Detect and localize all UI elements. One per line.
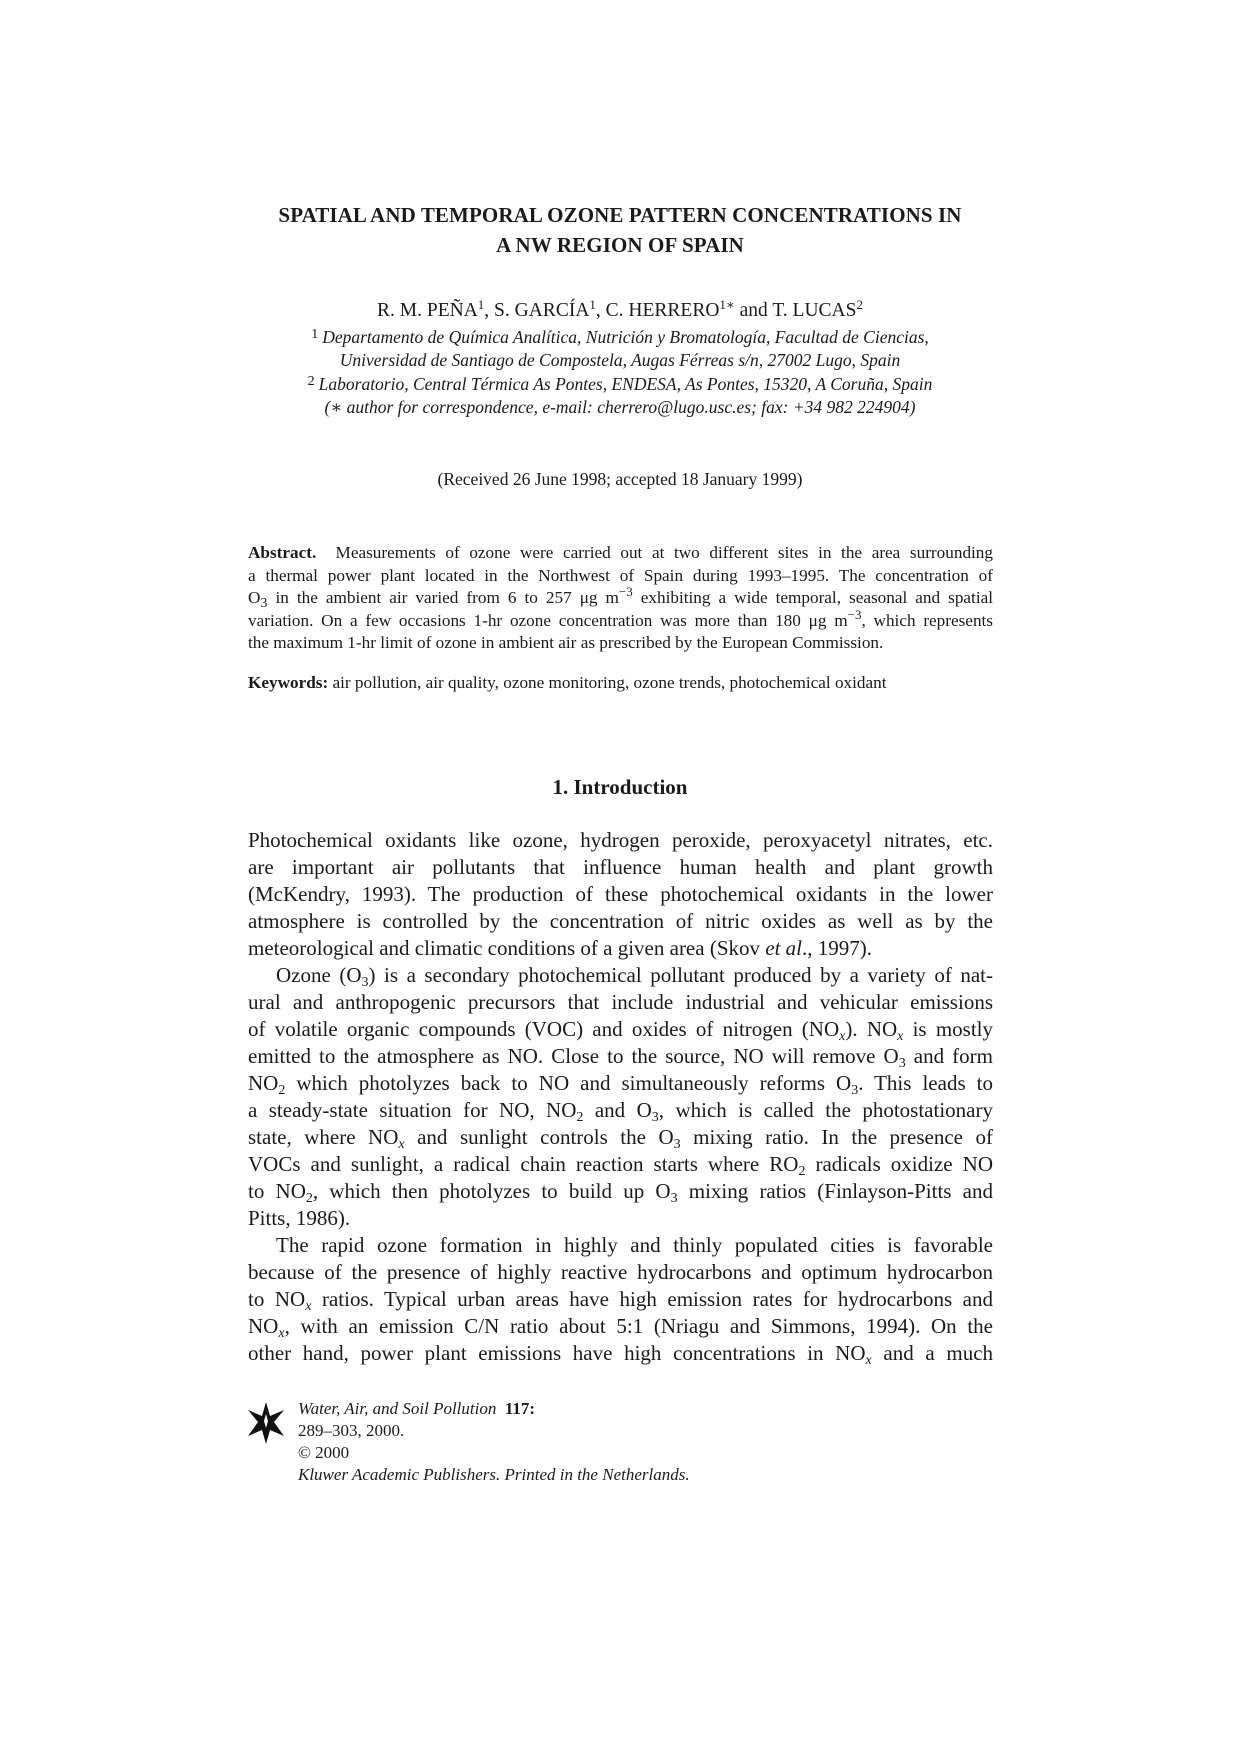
subscript: x bbox=[398, 1137, 405, 1152]
author-affiliation-mark: 1 bbox=[589, 297, 596, 312]
author-affiliation-mark: 2 bbox=[856, 297, 863, 312]
abstract-text: , which represents bbox=[861, 610, 993, 630]
abstract-text: in the ambient air varied from 6 to 257 μg m bbox=[267, 588, 619, 607]
subscript: 3 bbox=[260, 596, 268, 611]
subscript: x bbox=[897, 1029, 904, 1044]
body-text-run: mixing ratios (Finlayson-Pitts and bbox=[677, 1179, 993, 1203]
abstract-text: O bbox=[248, 588, 261, 607]
subscript: 2 bbox=[278, 1083, 286, 1098]
body-line bbox=[248, 1043, 993, 1070]
author-list bbox=[240, 298, 1000, 324]
body-line bbox=[248, 1070, 993, 1097]
abstract-text: variation. On a few occasions 1-hr ozone concentration was more than 180 μg m bbox=[248, 610, 848, 630]
abstract-line bbox=[248, 606, 993, 633]
publisher-text: Kluwer Academic Publishers. Printed in the Netherlands. bbox=[298, 1465, 690, 1484]
paper-title bbox=[240, 200, 1000, 260]
subscript: 3 bbox=[361, 975, 369, 990]
affiliation-line bbox=[240, 324, 1000, 349]
body-text-run: ., 1997). bbox=[802, 936, 872, 960]
keywords-text: air pollution, air quality, ozone monitoring, ozone trends, photochemical oxidant bbox=[328, 673, 887, 692]
affiliations bbox=[240, 324, 1000, 418]
body-line: are important air pollutants that influence human health and plant growth bbox=[248, 855, 993, 879]
affiliation-line bbox=[240, 371, 1000, 396]
abstract-line: the maximum 1-hr limit of ozone in ambient air as prescribed by the European Commission. bbox=[248, 633, 884, 652]
subscript: 3 bbox=[651, 1110, 659, 1125]
author-name: and T. LUCAS bbox=[734, 300, 857, 321]
title-line-1: SPATIAL AND TEMPORAL OZONE PATTERN CONCENTRATIONS IN bbox=[278, 203, 962, 227]
subscript: x bbox=[305, 1299, 312, 1314]
keywords-label: Keywords: bbox=[248, 673, 329, 692]
body-text-run: NO bbox=[248, 1071, 279, 1095]
body-text-run: , which then photolyzes to build up O bbox=[312, 1179, 671, 1203]
abstract-text: exhibiting a wide temporal, seasonal and spatial bbox=[632, 588, 993, 607]
body-line: Pitts, 1986). bbox=[248, 1206, 351, 1230]
body-text-run: to NO bbox=[248, 1287, 306, 1311]
body-text-run: NO bbox=[248, 1314, 279, 1338]
body-text-run: is mostly bbox=[903, 1017, 993, 1041]
body-text-run: other hand, power plant emissions have high concentrations in NO bbox=[248, 1341, 866, 1365]
received-dates: (Received 26 June 1998; accepted 18 January 1999) bbox=[437, 469, 803, 489]
subscript: 2 bbox=[576, 1110, 584, 1125]
affiliation-number: 2 bbox=[307, 374, 315, 389]
author-name: R. M. PEÑA bbox=[377, 300, 478, 321]
journal-name: Water, Air, and Soil Pollution bbox=[298, 1399, 497, 1418]
subscript: x bbox=[278, 1326, 285, 1341]
body-line bbox=[248, 1340, 993, 1367]
subscript: 3 bbox=[670, 1191, 678, 1206]
author-name: , S. GARCÍA bbox=[484, 300, 590, 321]
abstract bbox=[248, 542, 993, 655]
journal-volume: 117: bbox=[504, 1399, 536, 1418]
title-line-2: A NW REGION OF SPAIN bbox=[496, 233, 744, 257]
body-line: because of the presence of highly reactive hydrocarbons and optimum hydrocarbon bbox=[248, 1260, 993, 1284]
body-text-run: and form bbox=[905, 1044, 993, 1068]
body-text-run: Ozone (O bbox=[276, 963, 362, 987]
body-text-run: of volatile organic compounds (VOC) and oxides of nitrogen (NO bbox=[248, 1017, 840, 1041]
keywords bbox=[248, 672, 993, 694]
body-text bbox=[248, 827, 993, 1367]
body-line bbox=[248, 1097, 993, 1124]
body-text-run: emitted to the atmosphere as NO. Close to the source, NO will remove O bbox=[248, 1044, 899, 1068]
subscript: 2 bbox=[798, 1164, 806, 1179]
abstract-line: a thermal power plant located in the Northwest of Spain during 1993–1995. The concentration of bbox=[248, 565, 993, 585]
body-line: ural and anthropogenic precursors that include industrial and vehicular emissions bbox=[248, 990, 993, 1014]
subscript: x bbox=[839, 1029, 846, 1044]
body-text-run: radicals oxidize NO bbox=[805, 1152, 993, 1176]
subscript: 3 bbox=[673, 1137, 681, 1152]
body-text-run: ) is a secondary photochemical pollutant produced by a variety of nat- bbox=[368, 963, 993, 987]
author-name: , C. HERRERO bbox=[595, 300, 720, 321]
copyright-line bbox=[298, 1442, 690, 1486]
citation-line bbox=[298, 1398, 690, 1442]
body-text-run: . This leads to bbox=[858, 1071, 993, 1095]
body-line bbox=[248, 1178, 993, 1205]
body-line bbox=[248, 1151, 993, 1178]
body-text-run: a steady-state situation for NO, NO bbox=[248, 1098, 577, 1122]
abstract-line bbox=[248, 542, 993, 565]
body-line bbox=[248, 962, 993, 989]
body-text-run: and a much bbox=[871, 1341, 994, 1365]
body-line bbox=[248, 1286, 993, 1313]
body-text-run: ). NO bbox=[845, 1017, 898, 1041]
body-line bbox=[248, 1016, 993, 1043]
author-affiliation-mark: 1∗ bbox=[719, 297, 735, 312]
author-affiliation-mark: 1 bbox=[477, 297, 485, 312]
publisher-logo-icon bbox=[248, 1402, 284, 1444]
body-line: (McKendry, 1993). The production of these photochemical oxidants in the lower bbox=[248, 882, 993, 906]
superscript: −3 bbox=[618, 584, 633, 599]
subscript: 3 bbox=[851, 1083, 859, 1098]
body-text-run: state, where NO bbox=[248, 1125, 399, 1149]
subscript: 3 bbox=[898, 1056, 906, 1071]
body-text-run: which photolyzes back to NO and simultaneously reforms O bbox=[285, 1071, 852, 1095]
affiliation-text: Departamento de Química Analítica, Nutrición y Bromatología, Facultad de Ciencias, bbox=[322, 327, 929, 347]
body-text-run: , with an emission C/N ratio about 5:1 (Nriagu and Simmons, 1994). On the bbox=[284, 1314, 993, 1338]
body-text-run: mixing ratio. In the presence of bbox=[680, 1125, 993, 1149]
body-text-run: to NO bbox=[248, 1179, 306, 1203]
body-line: The rapid ozone formation in highly and thinly populated cities is favorable bbox=[276, 1233, 993, 1257]
body-text-run: and sunlight controls the O bbox=[404, 1125, 674, 1149]
abstract-label: Abstract. bbox=[248, 543, 317, 562]
abstract-line bbox=[248, 584, 993, 611]
subscript: 2 bbox=[305, 1191, 313, 1206]
body-text-run: and O bbox=[583, 1098, 652, 1122]
body-line: Photochemical oxidants like ozone, hydrogen peroxide, peroxyacetyl nitrates, etc. bbox=[248, 828, 993, 852]
body-line bbox=[248, 935, 993, 962]
superscript: −3 bbox=[847, 606, 862, 622]
body-text-run: VOCs and sunlight, a radical chain reaction starts where RO bbox=[248, 1152, 799, 1176]
body-text-italic: et al bbox=[765, 936, 802, 960]
body-line bbox=[248, 1313, 993, 1340]
body-text-run: meteorological and climatic conditions of a given area (Skov bbox=[248, 936, 766, 960]
citation-block bbox=[298, 1398, 690, 1486]
subscript: x bbox=[865, 1353, 872, 1368]
section-heading: 1. Introduction bbox=[552, 775, 688, 799]
body-line bbox=[248, 1124, 993, 1151]
copyright-text: © 2000 bbox=[298, 1443, 350, 1462]
body-line: atmosphere is controlled by the concentration of nitric oxides as well as by the bbox=[248, 909, 993, 933]
body-text-run: , which is called the photostationary bbox=[658, 1098, 993, 1122]
affiliation-number: 1 bbox=[311, 327, 319, 342]
page-footer bbox=[248, 1398, 848, 1484]
correspondence-line: (∗ author for correspondence, e-mail: cherrero@lugo.usc.es; fax: +34 982 224904) bbox=[324, 396, 916, 417]
affiliation-text: Laboratorio, Central Térmica As Pontes, ENDESA, As Pontes, 15320, A Coruña, Spain bbox=[318, 374, 933, 394]
body-text-run: ratios. Typical urban areas have high emission rates for hydrocarbons and bbox=[311, 1287, 993, 1311]
journal-pages: 289–303, 2000. bbox=[298, 1421, 405, 1440]
abstract-text: Measurements of ozone were carried out at two different sites in the area surrounding bbox=[335, 543, 993, 562]
affiliation-line: Universidad de Santiago de Compostela, Augas Férreas s/n, 27002 Lugo, Spain bbox=[339, 349, 901, 370]
